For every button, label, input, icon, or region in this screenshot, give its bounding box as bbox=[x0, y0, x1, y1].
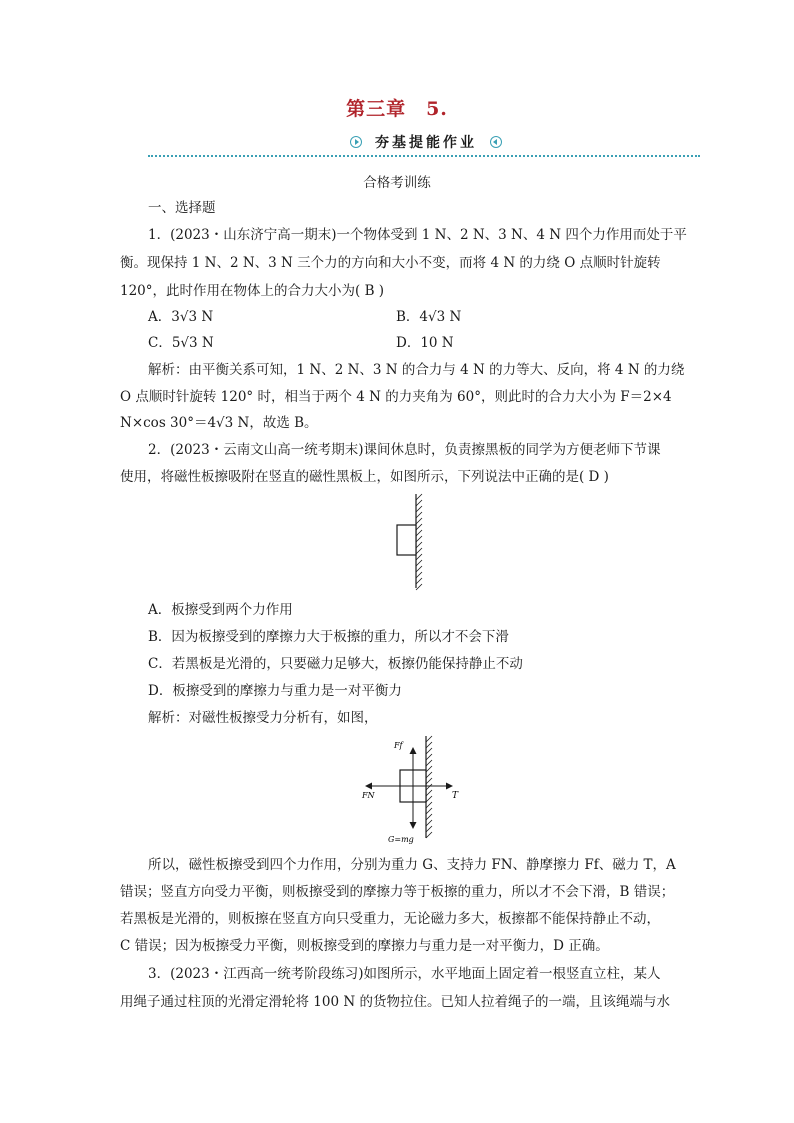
label-fn: FN bbox=[362, 791, 375, 800]
q1-line3: 120°，此时作用在物体上的合力大小为( B ) bbox=[120, 283, 385, 299]
banner-label: 夯基提能作业 bbox=[375, 135, 477, 151]
q2-option-c: C．若黑板是光滑的，只要磁力足够大，板擦仍能保持静止不动 bbox=[148, 656, 523, 672]
q2-line1: 2．(2023・云南文山高一统考期末)课间休息时，负责擦黑板的同学为方便老师下节课 bbox=[148, 442, 661, 458]
section-heading: 合格考训练 bbox=[363, 175, 431, 191]
q2-solution-line1: 所以，磁性板擦受到四个力作用，分别为重力 G、支持力 FN、静摩擦力 Ff、磁力 T，A bbox=[148, 857, 676, 873]
q1-line2: 衡。现保持 1 N、2 N、3 N 三个力的方向和大小不变，而将 4 N 的力绕 O 点顺时针旋转 bbox=[120, 255, 661, 271]
q1-line1: 1．(2023・山东济宁高一期末)一个物体受到 1 N、2 N、3 N、4 N 四个力作用而处于平 bbox=[148, 227, 687, 243]
q2-line2: 使用，将磁性板擦吸附在竖直的磁性黑板上，如图所示，下列说法中正确的是( D ) bbox=[120, 469, 609, 485]
blackboard-eraser-figure bbox=[390, 492, 434, 592]
play-right-icon bbox=[350, 136, 362, 148]
force-diagram bbox=[356, 734, 466, 846]
q2-solution-line3: 若黑板是光滑的，则板擦在竖直方向只受重力，无论磁力多大，板擦都不能保持静止不动， bbox=[120, 911, 660, 927]
label-ff: Ff bbox=[394, 741, 403, 750]
q3-line2: 用绳子通过柱顶的光滑定滑轮将 100 N 的货物拉住。已知人拉着绳子的一端，且该绳端与水 bbox=[120, 994, 670, 1010]
q2-option-b: B．因为板擦受到的摩擦力大于板擦的重力，所以才不会下滑 bbox=[148, 629, 509, 645]
q1-option-b: B．4√3 N bbox=[396, 309, 462, 325]
q1-option-c: C．5√3 N bbox=[148, 335, 214, 351]
dotted-divider bbox=[148, 155, 700, 157]
q2-solution-line2: 错误；竖直方向受力平衡，则板擦受到的摩擦力等于板擦的重力，所以才不会下滑，B 错误； bbox=[120, 884, 675, 900]
part-heading: 一、选择题 bbox=[148, 200, 216, 216]
label-t: T bbox=[452, 791, 459, 801]
q1-solution-line2: O 点顺时针旋转 120° 时，相当于两个 4 N 的力夹角为 60°，则此时的合力大小为 F＝2×4 bbox=[120, 389, 672, 405]
q1-option-a: A．3√3 N bbox=[148, 309, 214, 325]
q2-solution-line4: C 错误；因为板擦受力平衡，则板擦受到的摩擦力与重力是一对平衡力，D 正确。 bbox=[120, 938, 609, 954]
q2-option-a: A．板擦受到两个力作用 bbox=[148, 602, 293, 618]
q2-solution-intro: 解析：对磁性板擦受力分析有，如图， bbox=[148, 710, 378, 726]
q3-line1: 3．(2023・江西高一统考阶段练习)如图所示，水平地面上固定着一根竖直立柱，某人 bbox=[148, 966, 661, 982]
chapter-title: 第三章 5. bbox=[346, 98, 448, 120]
eraser-block bbox=[397, 525, 416, 555]
q2-option-d: D．板擦受到的摩擦力与重力是一对平衡力 bbox=[148, 683, 402, 699]
q1-solution-line1: 解析：由平衡关系可知，1 N、2 N、3 N 的合力与 4 N 的力等大、反向，将 4 N 的力绕 bbox=[148, 362, 685, 378]
label-g: G=mg bbox=[388, 835, 414, 844]
play-left-icon bbox=[490, 136, 502, 148]
q1-solution-line3: N×cos 30°＝4√3 N，故选 B。 bbox=[120, 415, 318, 431]
section-banner bbox=[344, 131, 508, 153]
q1-option-d: D．10 N bbox=[396, 335, 454, 351]
